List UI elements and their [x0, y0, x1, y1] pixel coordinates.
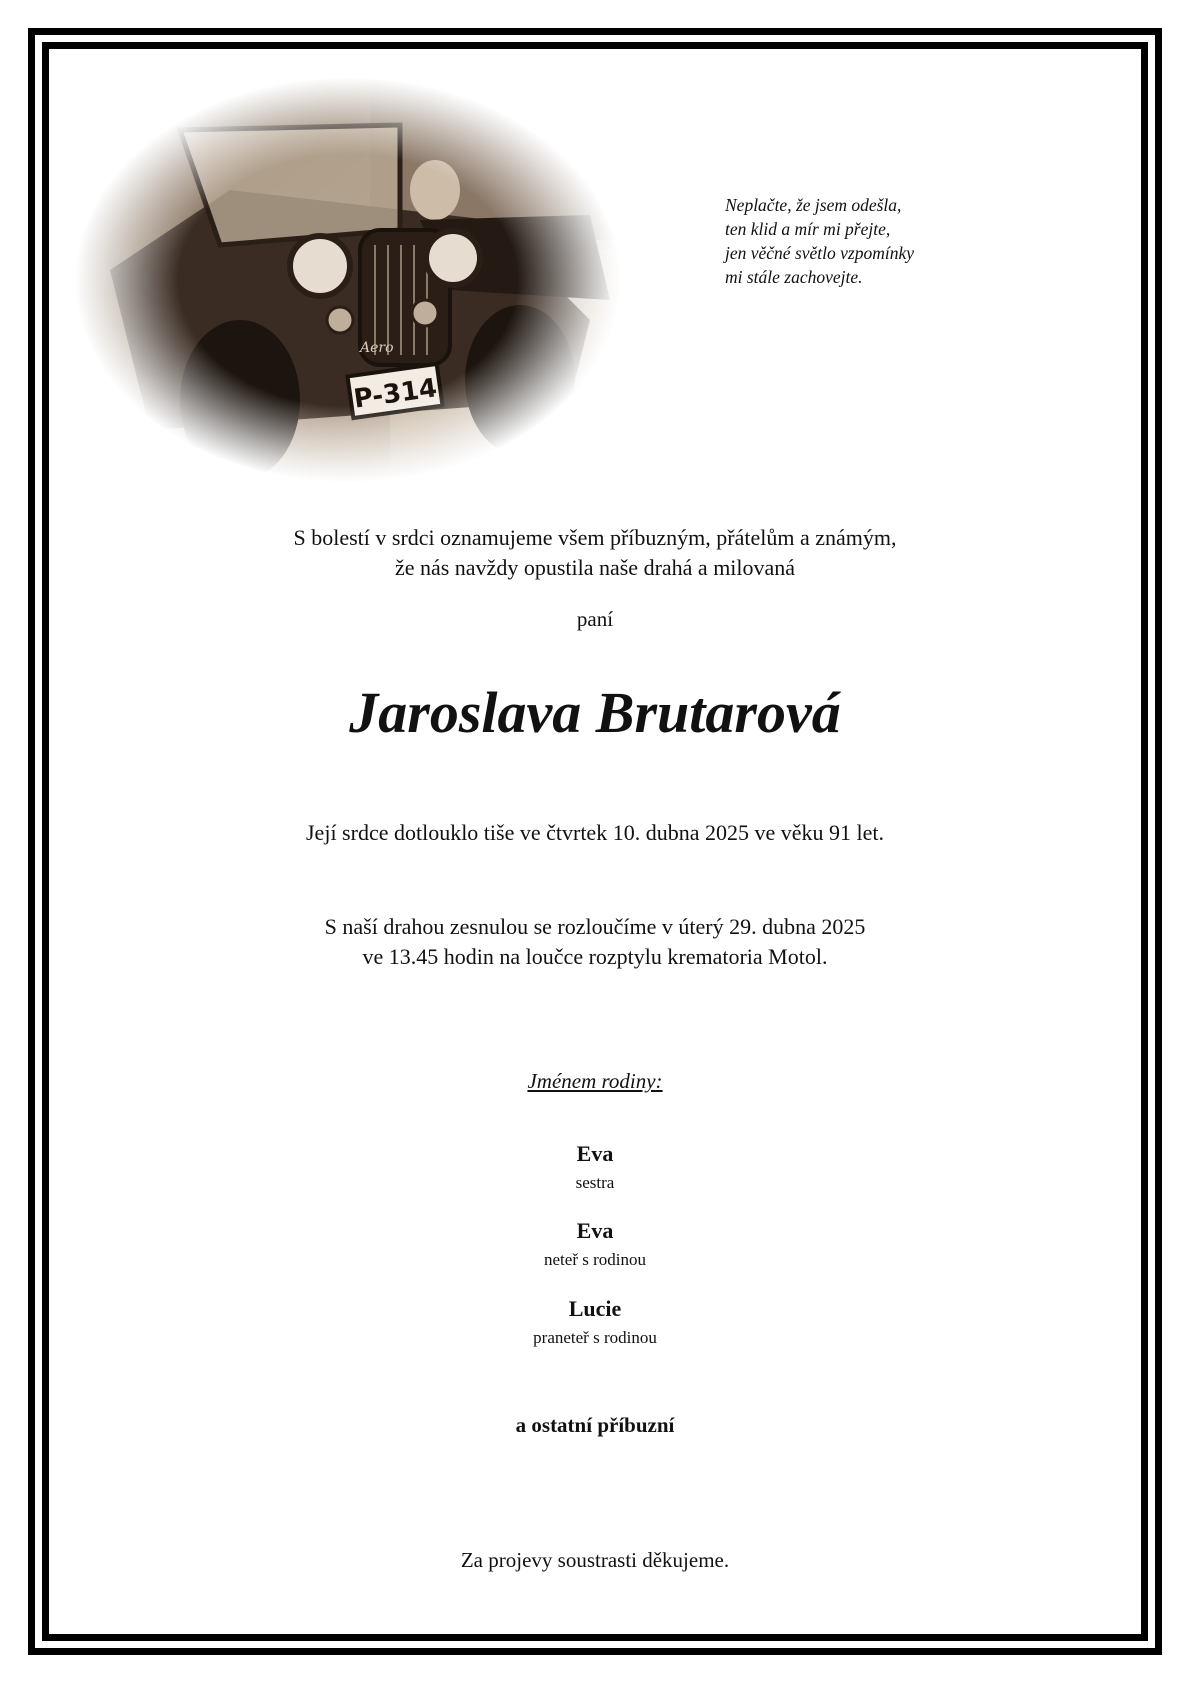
deceased-name: Jaroslava Brutarová: [349, 680, 841, 745]
family-heading-text: Jménem rodiny:: [527, 1069, 663, 1093]
intro-line: že nás navždy opustila naše drahá a milovaná: [394, 555, 796, 580]
poem-line: Neplačte, že jsem odešla,: [725, 195, 902, 215]
thanks-note: Za projevy soustrasti děkujeme.: [460, 1548, 730, 1572]
funeral-details: [0, 912, 1190, 972]
poem-line: mi stále zachovejte.: [725, 267, 863, 287]
memorial-photo: [70, 70, 630, 490]
poem-line: jen věčné světlo vzpomínky: [725, 243, 915, 263]
other-relatives: a ostatní příbuzní: [515, 1413, 675, 1437]
family-member-role: praneteř s rodinou: [533, 1328, 657, 1347]
intro-line: S bolestí v srdci oznamujeme všem příbuzným, přátelům a známým,: [293, 525, 897, 550]
title-prefix: paní: [576, 607, 614, 631]
memorial-poem: [725, 193, 1005, 289]
poem-line: ten klid a mír mi přejte,: [725, 219, 891, 239]
family-member-role: neteř s rodinou: [544, 1250, 646, 1269]
family-member-role: sestra: [575, 1173, 615, 1192]
funeral-line: ve 13.45 hodin na loučce rozptylu krematoria Motol.: [362, 944, 828, 969]
family-heading: [0, 1069, 1190, 1094]
family-member-name: Eva: [576, 1141, 614, 1166]
death-notice: Její srdce dotlouklo tiše ve čtvrtek 10. dubna 2025 ve věku 91 let.: [306, 820, 884, 845]
family-member-name: Lucie: [568, 1296, 622, 1321]
announcement-intro: [0, 523, 1190, 583]
funeral-line: S naší drahou zesnulou se rozloučíme v úterý 29. dubna 2025: [324, 914, 866, 939]
family-member-name: Eva: [576, 1218, 614, 1243]
